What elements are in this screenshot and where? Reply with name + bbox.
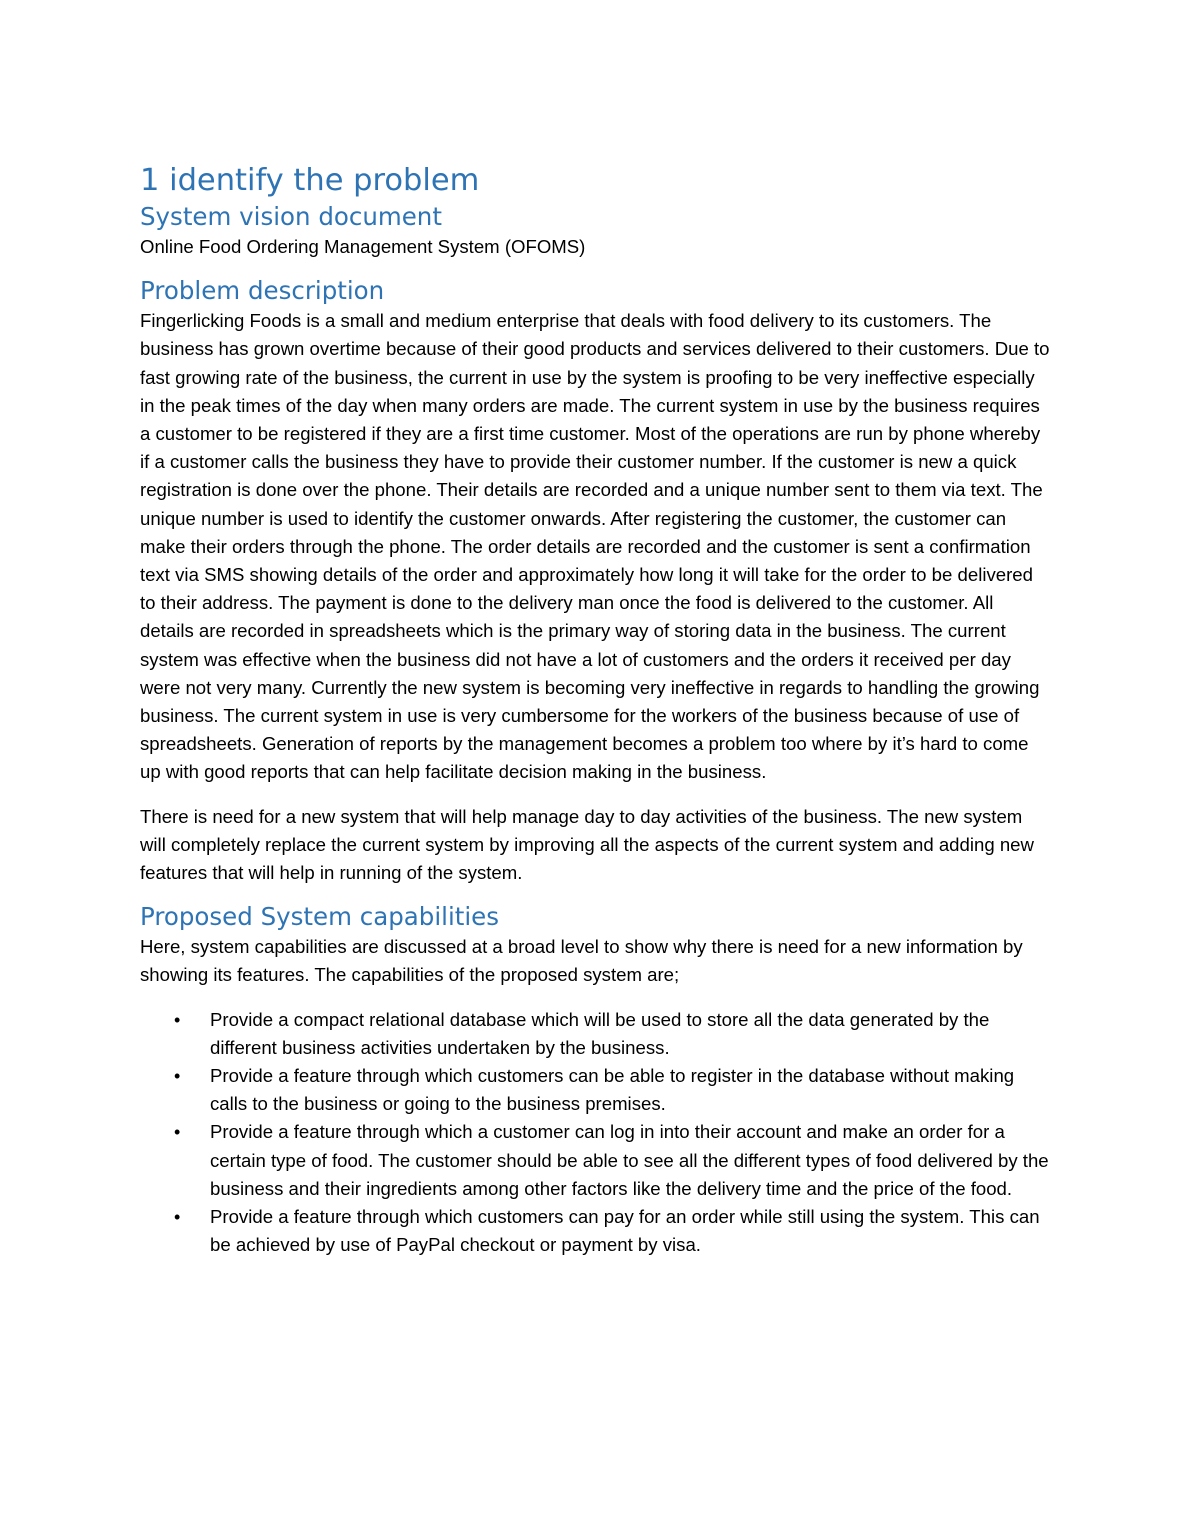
list-item (140, 1118, 1052, 1203)
capabilities-intro: Here, system capabilities are discussed at a broad level to show why there is need for a new information by showing its features. The capabilities of the proposed system are; (140, 936, 1023, 986)
problem-paragraph-2: There is need for a new system that will help manage day to day activities of the business. The new system will completely replace the current system by improving all the aspects of the current system and adding new features that will help in running of the system. (140, 805, 1034, 884)
list-item-text: Provide a feature through which customers can pay for an order while still using the system. This can be achieved by use of PayPal checkout or payment by visa. (210, 1206, 1040, 1256)
capabilities-list (140, 1006, 1052, 1260)
problem-heading: Problem description (140, 276, 385, 306)
list-item-text: Provide a compact relational database which will be used to store all the data generated by the different business activities undertaken by the business. (210, 1008, 990, 1058)
vision-heading: System vision document (140, 202, 442, 231)
list-item (140, 1062, 1052, 1118)
list-item-text: Provide a feature through which a customer can log in into their account and make an order for a certain type of food. The customer should be able to see all the different types of food delivered by the business and their ingredients among other factors like the delivery time and the price of the food. (210, 1121, 1049, 1199)
capabilities-heading: Proposed System capabilities (140, 902, 500, 932)
list-item-text: Provide a feature through which customers can be able to register in the database without making calls to the business or going to the business premises. (210, 1065, 1015, 1115)
system-name: Online Food Ordering Management System (OFOMS) (140, 236, 586, 257)
list-item (140, 1203, 1052, 1259)
bullet-icon: • (174, 1122, 181, 1143)
bullet-icon: • (174, 1207, 181, 1228)
list-item (140, 1006, 1052, 1062)
bullet-icon: • (174, 1066, 181, 1087)
section-title: 1 identify the problem (140, 163, 480, 198)
bullet-icon: • (174, 1009, 181, 1030)
problem-paragraph-1: Fingerlicking Foods is a small and medium enterprise that deals with food delivery to its customers. The business has grown overtime because of their good products and services delivered to their customers. Due to fast growing rate of the business, the current in use by the system is proofing to be very ineffective especially in the peak times of the day when many orders are made. The current system in use by the business requires a customer to be registered if they are a first time customer. Most of the operations are run by phone whereby if a customer calls the business they have to provide their customer number. If the customer is new a quick registration is done over the phone. Their details are recorded and a unique number sent to them via text. The unique number is used to identify the customer onwards. After registering the customer, the customer can make their orders through the phone. The order details are recorded and the customer is sent a confirmation text via SMS showing details of the order and approximately how long it will take for the order to be delivered to their address. The payment is done to the delivery man once the food is delivered to the customer. All details are recorded in spreadsheets which is the primary way of storing data in the business. The current system was effective when the business did not have a lot of customers and the orders it received per day were not very many. Currently the new system is becoming very ineffective in regards to handling the growing business. The current system in use is very cumbersome for the workers of the business because of use of spreadsheets. Generation of reports by the management becomes a problem too where by it’s hard to come up with good reports that can help facilitate decision making in the business. (140, 310, 1050, 783)
document-page (140, 162, 1052, 1260)
